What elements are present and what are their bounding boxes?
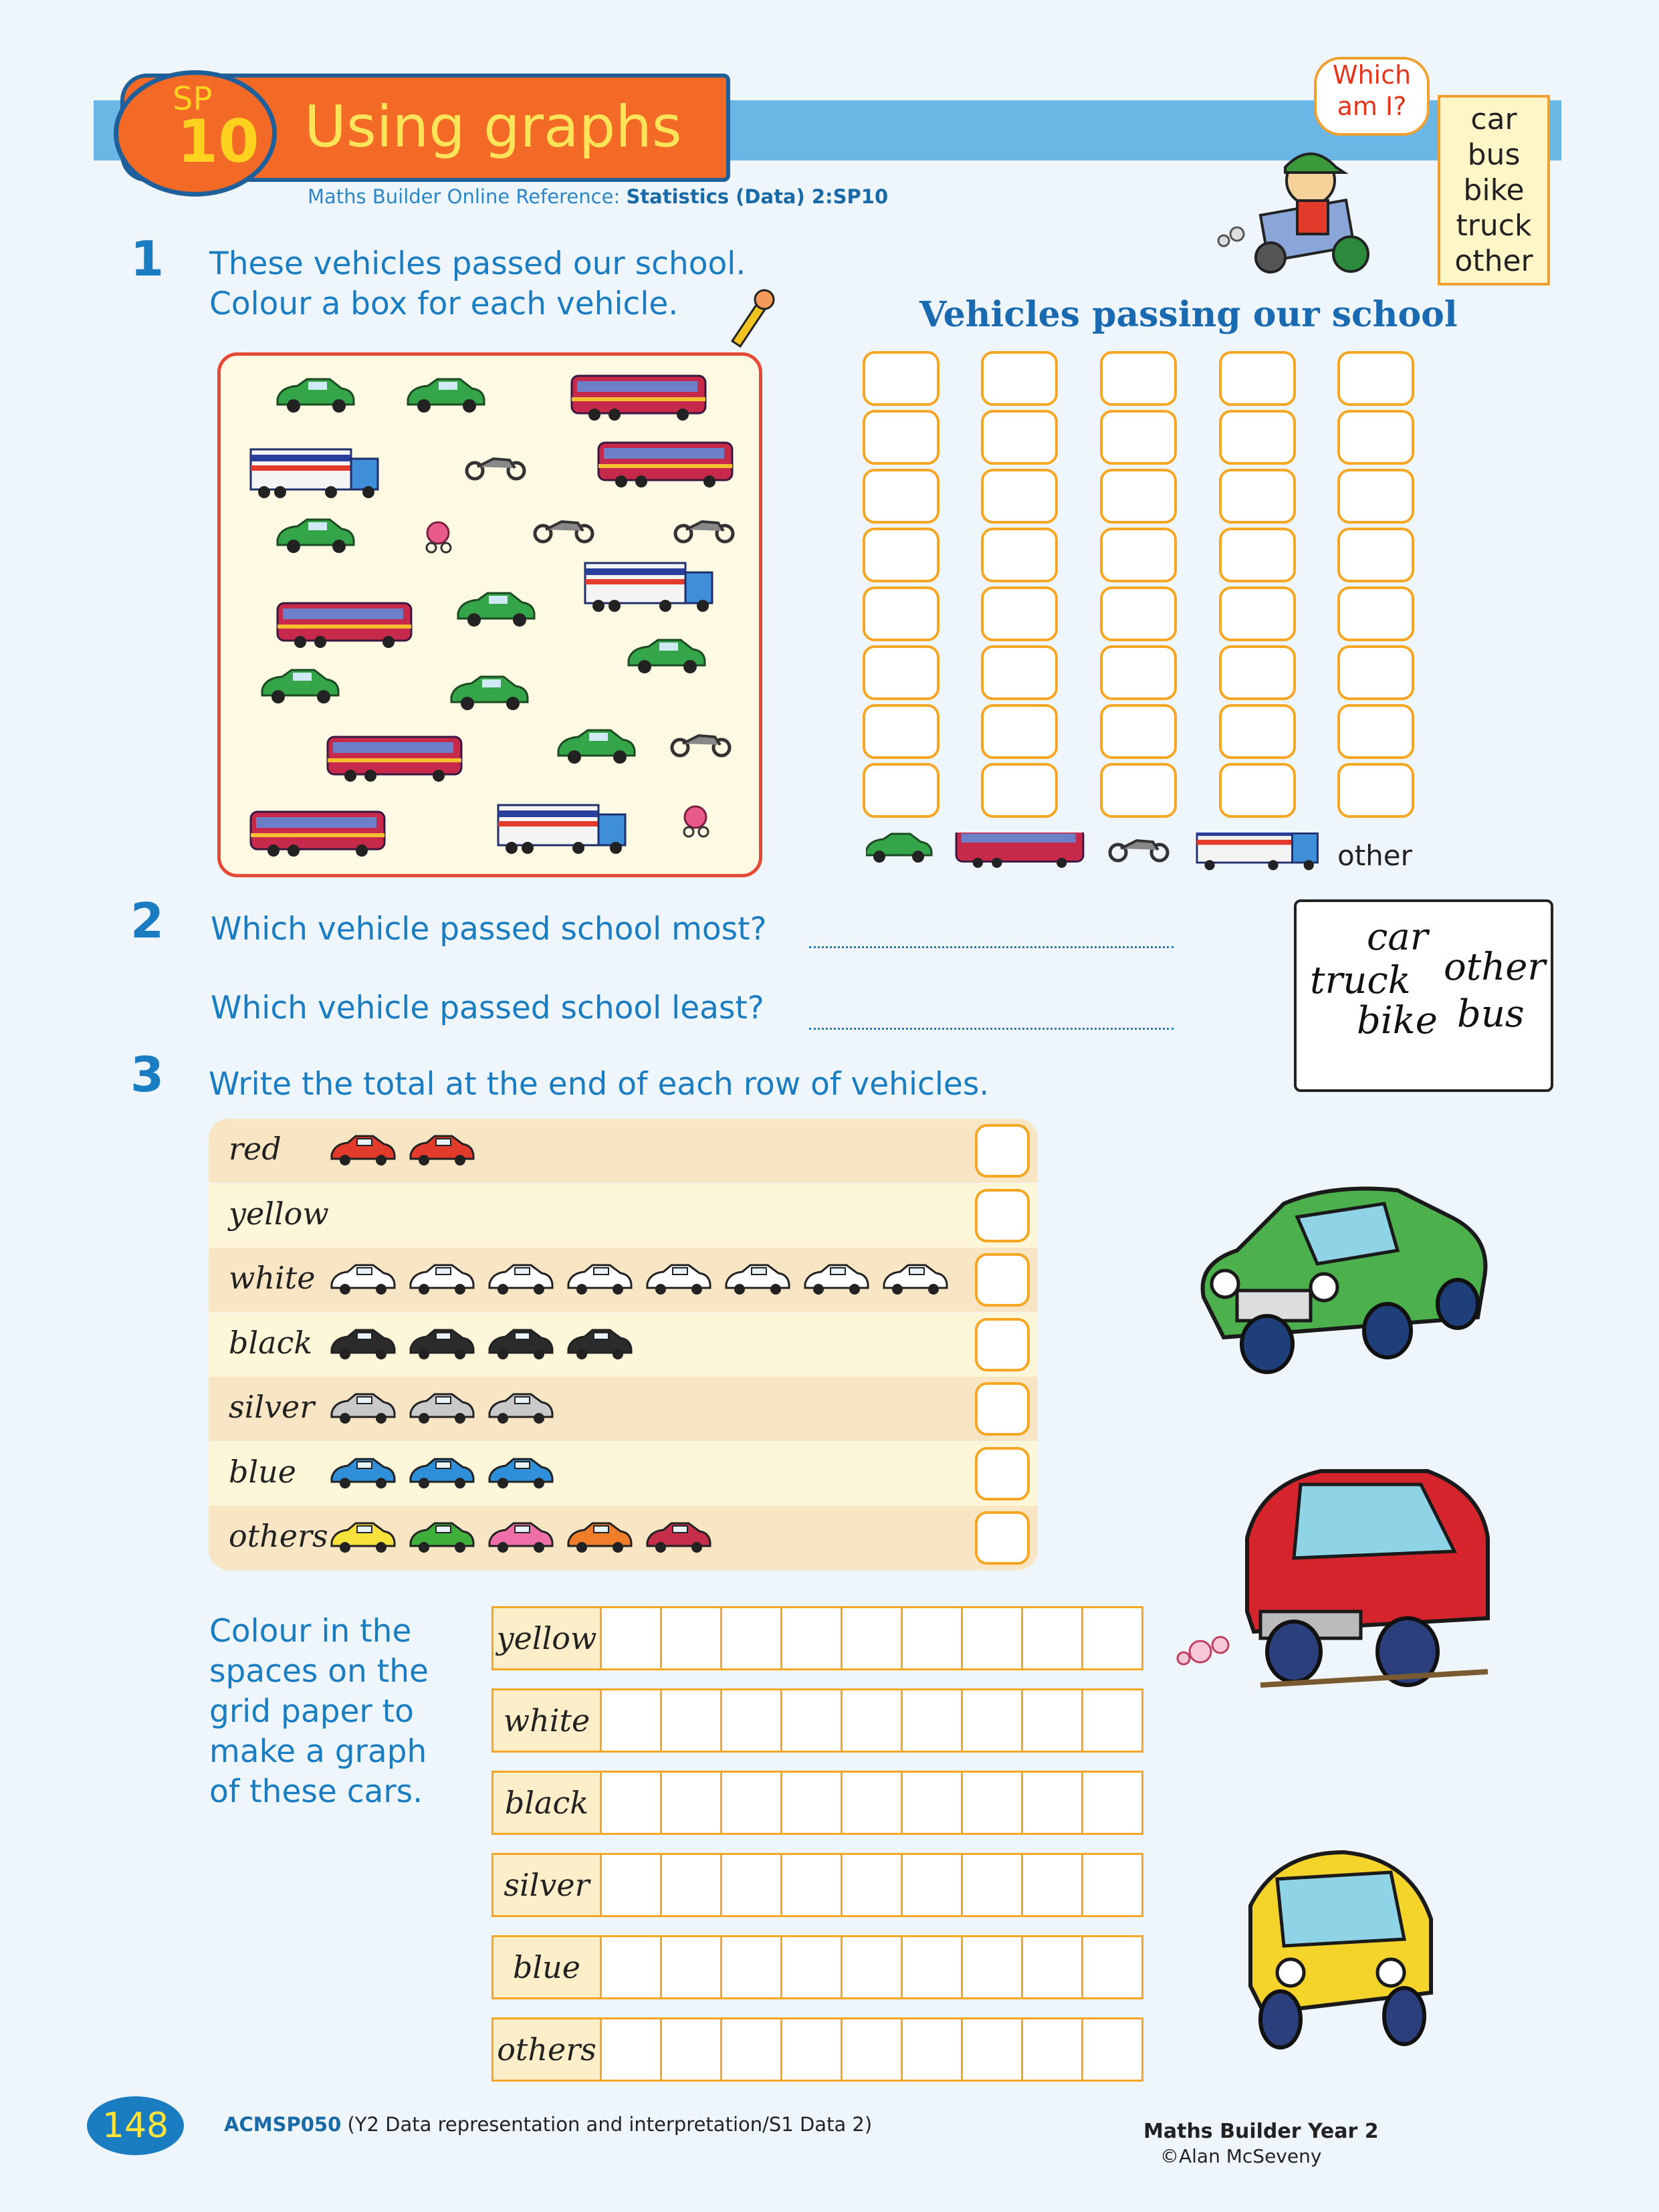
grid-cell[interactable]: [722, 2017, 782, 2082]
grid-cell[interactable]: [963, 1606, 1023, 1670]
word-list-box: [1438, 95, 1550, 286]
graph-1-box[interactable]: [1219, 469, 1296, 524]
answer-word: bike: [1357, 999, 1438, 1042]
vehicles-illustration: [221, 356, 759, 874]
book-title: Maths Builder Year 2: [1143, 2120, 1379, 2143]
answer-most-line[interactable]: [809, 946, 1174, 948]
question-2-number: 2: [130, 893, 164, 949]
grid-cell[interactable]: [602, 2017, 662, 2082]
grid-cell[interactable]: [782, 1606, 843, 1670]
grid-row: [491, 1935, 1143, 1999]
car-icon: [330, 1456, 396, 1492]
grid-cell[interactable]: [662, 2017, 722, 2082]
car-icon: [488, 1456, 554, 1492]
graph-1-axis-icons: [866, 833, 1659, 886]
answer-word: car: [1367, 915, 1428, 959]
graph-1-box[interactable]: [863, 469, 939, 524]
grid-cell[interactable]: [1083, 2017, 1143, 2082]
car-icon: [567, 1327, 633, 1363]
grid-cell[interactable]: [903, 1771, 963, 1835]
question-2-least: Which vehicle passed school least?: [211, 990, 764, 1026]
grid-row-label: white: [491, 1688, 602, 1753]
page-title: Using graphs: [304, 94, 682, 160]
grid-cell[interactable]: [963, 1935, 1023, 1999]
question-2-most: Which vehicle passed school most?: [211, 911, 767, 948]
grid-cell[interactable]: [722, 1935, 782, 1999]
total-answer-box[interactable]: [975, 1511, 1030, 1565]
graph-1-box[interactable]: [1219, 528, 1296, 582]
car-icon: [567, 1262, 633, 1299]
car-icon: [409, 1133, 475, 1170]
grid-cell[interactable]: [843, 1606, 903, 1670]
grid-cell[interactable]: [963, 1853, 1023, 1917]
bus-icon: [956, 833, 1083, 868]
graph-1-box[interactable]: [863, 704, 939, 759]
grid-cell[interactable]: [602, 1771, 662, 1835]
grid-cell[interactable]: [843, 1771, 903, 1835]
car-icon: [488, 1327, 554, 1363]
graph-1-box[interactable]: [1100, 410, 1177, 465]
graph-1-box[interactable]: [981, 645, 1058, 700]
grid-cell[interactable]: [1023, 1935, 1083, 1999]
pencil-worm-icon: [726, 288, 779, 348]
grid-cell[interactable]: [1023, 1853, 1083, 1917]
car-icon: [330, 1327, 396, 1363]
answer-word: bus: [1457, 992, 1525, 1036]
car-colour-row: [209, 1184, 1038, 1248]
grid-row-label: black: [491, 1771, 602, 1835]
grid-cell[interactable]: [602, 1935, 662, 1999]
grid-row: [491, 1853, 1143, 1917]
graph-1-box[interactable]: [863, 586, 939, 641]
grid-cell[interactable]: [602, 1853, 662, 1917]
word-item: bike: [1463, 173, 1525, 207]
page-number: 148: [87, 2096, 184, 2155]
graph-1-box[interactable]: [1219, 351, 1296, 406]
grid-cell[interactable]: [722, 1606, 782, 1670]
graph-1-box[interactable]: [863, 645, 939, 700]
car-icon: [883, 1262, 948, 1299]
grid-cell[interactable]: [662, 1688, 722, 1753]
answer-word: truck: [1310, 959, 1411, 1002]
graph-1-box[interactable]: [981, 763, 1058, 818]
grid-cell[interactable]: [903, 1935, 963, 1999]
graph-1-box[interactable]: [1219, 410, 1296, 465]
grid-cell[interactable]: [662, 1935, 722, 1999]
sp-number: 10: [177, 107, 259, 176]
graph-1-box[interactable]: [981, 528, 1058, 582]
grid-cell[interactable]: [903, 1606, 963, 1670]
grid-cell[interactable]: [722, 1853, 782, 1917]
graph-1-box[interactable]: [1337, 645, 1414, 700]
grid-cell[interactable]: [963, 2017, 1023, 2082]
graph-1-box[interactable]: [1337, 351, 1414, 406]
car-colour-row: [209, 1506, 1038, 1570]
grid-row-label: silver: [491, 1853, 602, 1917]
car-icon: [488, 1392, 554, 1428]
grid-cell[interactable]: [843, 2017, 903, 2082]
graph-1-box[interactable]: [1100, 704, 1177, 759]
grid-cell[interactable]: [903, 1688, 963, 1753]
car-icon: [409, 1521, 475, 1557]
grid-cell[interactable]: [1083, 1688, 1143, 1753]
question-1-number: 1: [130, 231, 164, 287]
graph-1-box[interactable]: [1219, 704, 1296, 759]
car-icon: [488, 1262, 554, 1299]
graph-1-other-label: other: [1337, 839, 1412, 872]
grid-cell[interactable]: [782, 2017, 843, 2082]
graph-1-box[interactable]: [1337, 704, 1414, 759]
grid-cell[interactable]: [1023, 1771, 1083, 1835]
graph-1-box[interactable]: [1337, 586, 1414, 641]
car-colour-row: [209, 1442, 1038, 1506]
car-icon: [725, 1262, 790, 1299]
car-colour-row: [209, 1313, 1038, 1377]
grid-cell[interactable]: [782, 1853, 843, 1917]
word-item: car: [1470, 102, 1517, 136]
truck-icon: [1197, 833, 1318, 870]
grid-cell[interactable]: [963, 1688, 1023, 1753]
sp-label: SP: [173, 80, 213, 118]
graph-1-box[interactable]: [1100, 586, 1177, 641]
grid-cell[interactable]: [1083, 1771, 1143, 1835]
grid-cell[interactable]: [602, 1606, 662, 1670]
graph-1-box[interactable]: [1100, 351, 1177, 406]
car-icon: [409, 1327, 475, 1363]
grid-cell[interactable]: [662, 1606, 722, 1670]
grid-cell[interactable]: [662, 1771, 722, 1835]
car-colour-label: black: [229, 1324, 313, 1361]
grid-row-label: yellow: [491, 1606, 602, 1670]
car-colour-row: [209, 1119, 1038, 1183]
graph-1-box[interactable]: [981, 586, 1058, 641]
car-icon: [330, 1133, 396, 1170]
grid-cell[interactable]: [1083, 1853, 1143, 1917]
graph-1-box[interactable]: [1219, 763, 1296, 818]
answer-word: other: [1444, 946, 1546, 989]
colour-instruction: Colour in the spaces on the grid paper to make a graph of these cars.: [209, 1613, 429, 1810]
graph-1-box[interactable]: [1219, 645, 1296, 700]
curriculum-code: ACMSP050 (Y2 Data representation and interpretation/S1 Data 2): [224, 2113, 873, 2136]
graph-1-box[interactable]: [981, 469, 1058, 524]
green-car-illustration: [1184, 1164, 1505, 1377]
car-icon: [330, 1392, 396, 1428]
car-icon: [488, 1521, 554, 1557]
grid-cell[interactable]: [1023, 2017, 1083, 2082]
graph-1-box[interactable]: [1337, 410, 1414, 465]
graph-1-box[interactable]: [1337, 763, 1414, 818]
grid-cell[interactable]: [782, 1771, 843, 1835]
graph-1-box[interactable]: [981, 704, 1058, 759]
question-3-number: 3: [130, 1046, 164, 1103]
grid-row-label: blue: [491, 1935, 602, 1999]
car-icon: [646, 1521, 711, 1557]
car-icon: [646, 1262, 711, 1299]
grid-cell[interactable]: [1023, 1688, 1083, 1753]
total-answer-box[interactable]: [975, 1253, 1030, 1307]
speech-bubble: Which am I?: [1314, 57, 1430, 136]
graph-1-box[interactable]: [863, 410, 939, 465]
graph-1-box[interactable]: [1337, 469, 1414, 524]
grid-row: [491, 1771, 1143, 1835]
word-item: other: [1454, 244, 1533, 278]
car-icon: [804, 1262, 869, 1299]
graph-1-title: Vehicles passing our school: [919, 294, 1458, 335]
grid-cell[interactable]: [602, 1688, 662, 1753]
car-colour-label: silver: [229, 1389, 315, 1425]
car-icon: [330, 1262, 396, 1299]
total-answer-box[interactable]: [975, 1447, 1030, 1501]
boy-in-gokart-illustration: [1210, 120, 1391, 281]
car-icon: [567, 1521, 633, 1557]
grid-cell[interactable]: [903, 1853, 963, 1917]
car-icon: [409, 1262, 475, 1299]
grid-cell[interactable]: [782, 1935, 843, 1999]
word-item: truck: [1456, 209, 1532, 243]
word-item: bus: [1467, 138, 1521, 172]
car-colour-row: [209, 1377, 1038, 1441]
answer-least-line[interactable]: [809, 1028, 1174, 1030]
answer-word-box: [1294, 899, 1553, 1092]
graph-1-box[interactable]: [863, 528, 939, 582]
graph-1-box[interactable]: [863, 351, 939, 406]
grid-row: [491, 1688, 1143, 1753]
grid-row: [491, 1606, 1143, 1670]
grid-cell[interactable]: [662, 1853, 722, 1917]
car-colour-label: white: [229, 1260, 316, 1296]
car-colour-label: others: [229, 1518, 328, 1554]
graph-1-box[interactable]: [1100, 645, 1177, 700]
grid-cell[interactable]: [963, 1771, 1023, 1835]
grid-row: [491, 2017, 1143, 2082]
yellow-car-illustration: [1224, 1832, 1444, 2053]
car-colour-row: [209, 1248, 1038, 1312]
car-colour-label: red: [229, 1131, 282, 1167]
copyright: ©Alan McSeveny: [1160, 2145, 1322, 2167]
grid-cell[interactable]: [782, 1688, 843, 1753]
bike-icon: [1110, 841, 1168, 861]
car-icon: [866, 834, 931, 863]
grid-cell[interactable]: [722, 1771, 782, 1835]
total-answer-box[interactable]: [975, 1189, 1030, 1242]
vehicles-picture: [217, 352, 762, 877]
graph-1-box[interactable]: [1337, 528, 1414, 582]
reference: Maths Builder Online Reference: Statistics (Data) 2:SP10: [308, 185, 889, 208]
grid-cell[interactable]: [843, 1688, 903, 1753]
car-icon: [330, 1521, 396, 1557]
graph-1-box[interactable]: [981, 351, 1058, 406]
grid-cell[interactable]: [843, 1935, 903, 1999]
question-3-text: Write the total at the end of each row of vehicles.: [209, 1066, 990, 1103]
grid-row-label: others: [491, 2017, 602, 2082]
grid-cell[interactable]: [1083, 1606, 1143, 1670]
total-answer-box[interactable]: [975, 1124, 1030, 1178]
red-car-illustration: [1174, 1458, 1535, 1692]
grid-cell[interactable]: [722, 1688, 782, 1753]
grid-cell[interactable]: [1023, 1606, 1083, 1670]
grid-cell[interactable]: [1083, 1935, 1143, 1999]
car-icon: [409, 1392, 475, 1428]
grid-cell[interactable]: [903, 2017, 963, 2082]
graph-1-box[interactable]: [1100, 528, 1177, 582]
graph-1-box[interactable]: [1100, 469, 1177, 524]
graph-1-box[interactable]: [981, 410, 1058, 465]
car-colour-label: blue: [229, 1453, 297, 1490]
grid-cell[interactable]: [843, 1853, 903, 1917]
graph-1-box[interactable]: [1100, 763, 1177, 818]
question-1-text: These vehicles passed our school. Colour a box for each vehicle.: [209, 245, 746, 322]
car-icon: [409, 1456, 475, 1492]
graph-1-box[interactable]: [1219, 586, 1296, 641]
total-answer-box[interactable]: [975, 1382, 1030, 1436]
total-answer-box[interactable]: [975, 1318, 1030, 1371]
graph-1-box[interactable]: [863, 763, 939, 818]
car-colour-label: yellow: [229, 1195, 329, 1232]
